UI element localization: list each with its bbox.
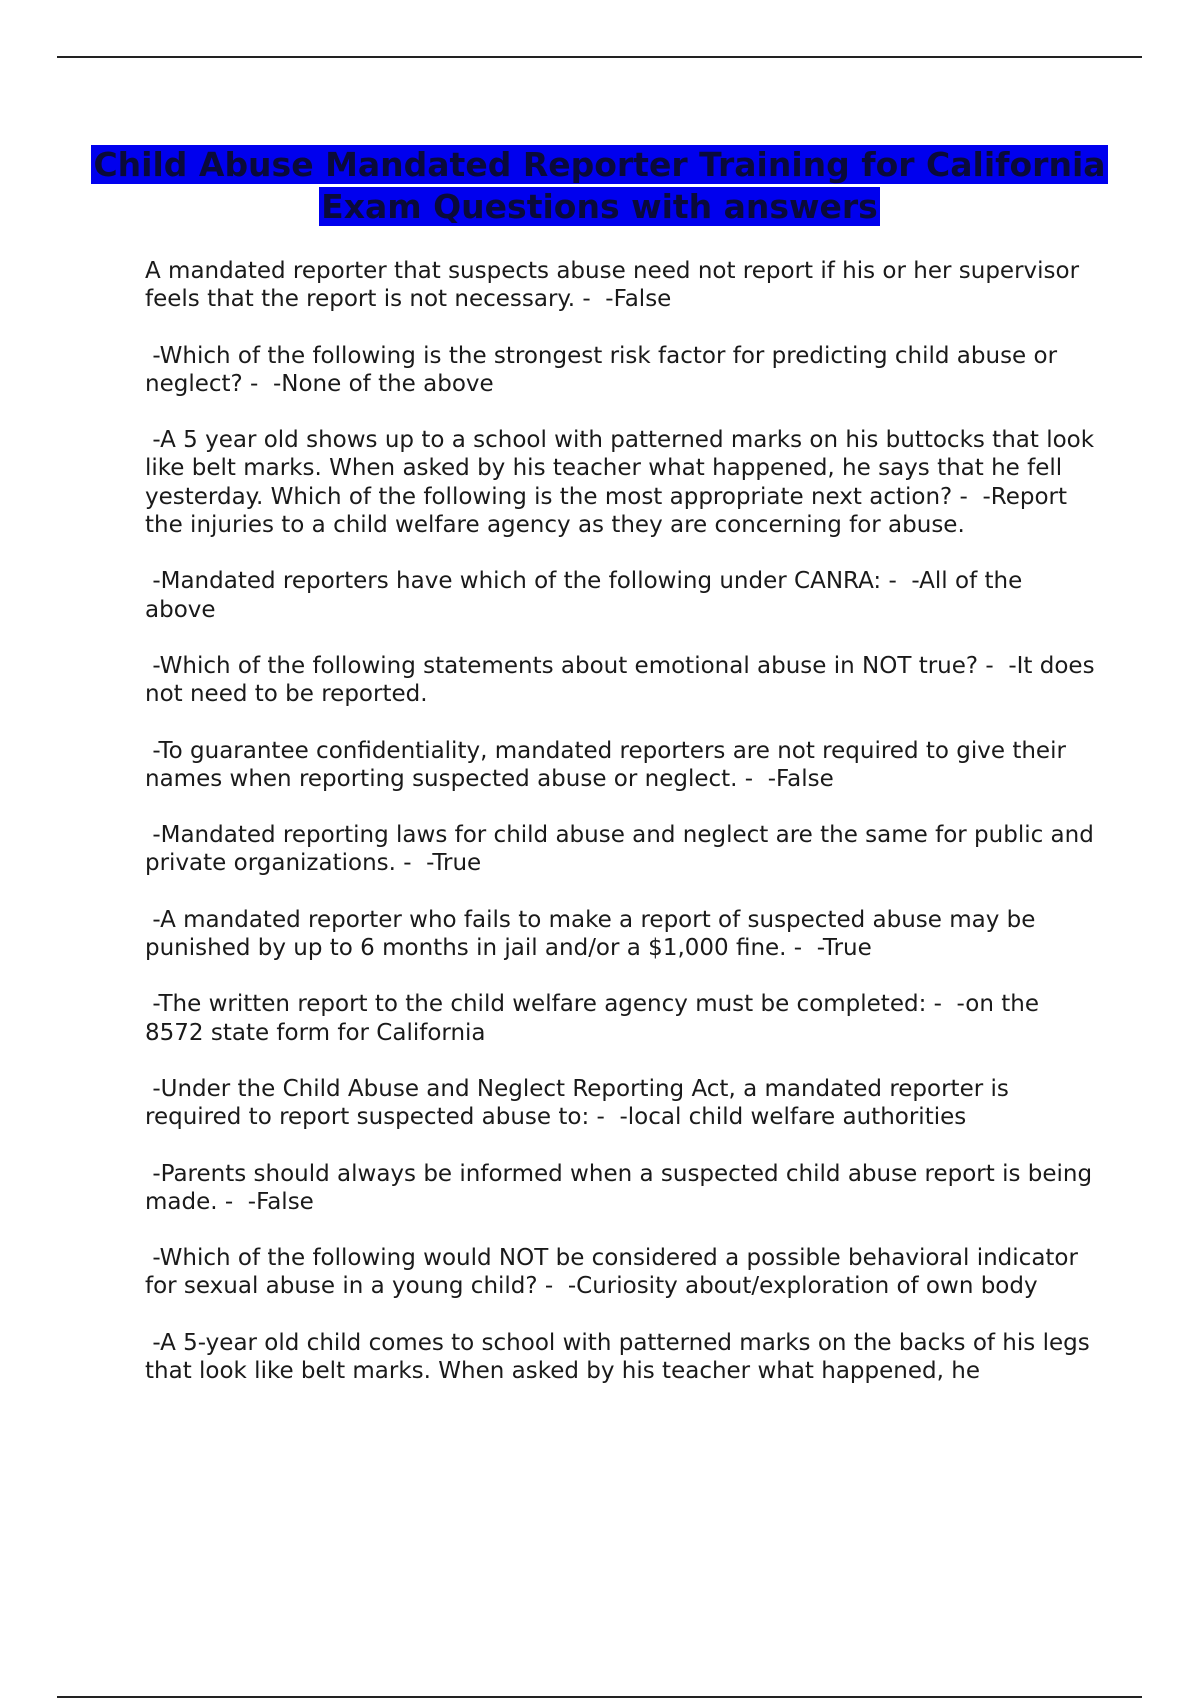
qa-item: -Parents should always be informed when a suspected child abuse report is being made. - -False <box>145 1160 1100 1215</box>
qa-item: -Mandated reporters have which of the following under CANRA: - -All of the above <box>145 568 1030 623</box>
title-block <box>57 144 1142 228</box>
qa-item: -Under the Child Abuse and Neglect Reporting Act, a mandated reporter is required to report suspected abuse to: - -local child welfare authorities <box>145 1075 1017 1131</box>
qa-item: -The written report to the child welfare agency must be completed: - -on the 8572 state form for California <box>145 991 1047 1046</box>
qa-item: -To guarantee confidentiality, mandated reporters are not required to give their names when reporting suspected abuse or neglect. - -False <box>145 737 1074 792</box>
document-title: Child Abuse Mandated Reporter Training for California Exam Questions with answers <box>93 145 1106 226</box>
qa-item: -A mandated reporter who fails to make a report of suspected abuse may be punished by up to 6 months in jail and/or a $1,000 fine. - -True <box>145 906 1043 962</box>
qa-item: A mandated reporter that suspects abuse need not report if his or her supervisor feels that the report is not necessary. - -False <box>145 258 1087 313</box>
top-rule <box>57 56 1142 58</box>
qa-item: -A 5 year old shows up to a school with patterned marks on his buttocks that look like belt marks. When asked by his teacher what happened, he says that he fell yesterday. Which of the following is the most appropriate next action? - -Report the injuries to a child welfare agency as they are concerning for abuse. <box>145 427 1102 539</box>
qa-item: -A 5-year old child comes to school with patterned marks on the backs of his legs that look like belt marks. When asked by his teacher what happened, he <box>145 1329 1097 1385</box>
qa-list <box>145 257 1102 1413</box>
bottom-rule <box>57 1696 1142 1698</box>
qa-item: -Mandated reporting laws for child abuse and neglect are the same for public and private organizations. - -True <box>145 822 1102 877</box>
qa-item: -Which of the following would NOT be considered a possible behavioral indicator for sexual abuse in a young child? - -Curiosity about/exploration of own body <box>145 1245 1086 1300</box>
qa-item: -Which of the following is the strongest risk factor for predicting child abuse or neglect? - -None of the above <box>145 342 1065 397</box>
qa-item: -Which of the following statements about emotional abuse in NOT true? - -It does not need to be reported. <box>145 652 1102 708</box>
